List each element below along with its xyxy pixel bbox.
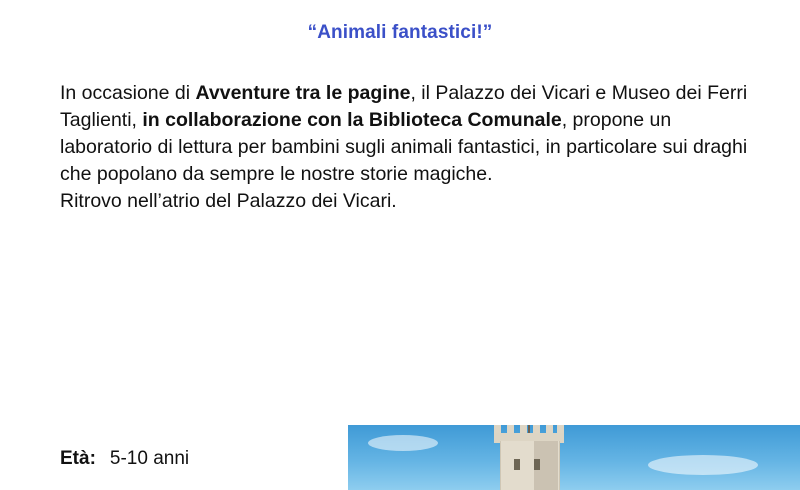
body-run-3: , il Palazzo dei Vicari e Museo dei Ferri Taglienti, [60, 82, 748, 131]
age-line [60, 448, 189, 470]
body-text-second-line [60, 188, 760, 215]
merlon-shape [494, 425, 501, 433]
merlon-shape [507, 425, 514, 433]
body-run-6: Ritrovo nell’atrio del Palazzo dei Vicari. [60, 190, 397, 212]
merlon-shape [533, 425, 540, 433]
age-value: 5-10 anni [109, 448, 190, 469]
cloud-shape [648, 455, 758, 475]
merlon-shape [557, 425, 564, 433]
body-text [60, 80, 760, 188]
body-run-2: Avventure tra le pagine [195, 82, 411, 104]
page-title: “Animali fantastici!” [307, 22, 493, 43]
body-paragraph [60, 80, 760, 215]
body-run-1: In occasione di [60, 82, 196, 104]
tower-window [514, 459, 520, 470]
cloud-shape [368, 435, 438, 451]
merlon-shape [546, 425, 553, 433]
body-run-4: in collaborazione con la Biblioteca Comunale [142, 109, 562, 131]
tower-photo [348, 425, 800, 490]
age-label: Età: [60, 448, 96, 469]
body-run-5: , propone un laboratorio di lettura per bambini sugli animali fantastici, in particolare sui draghi che popolano da sempre le nostre storie magiche. [60, 109, 748, 185]
merlon-shape [520, 425, 527, 433]
tower-window [534, 459, 540, 470]
